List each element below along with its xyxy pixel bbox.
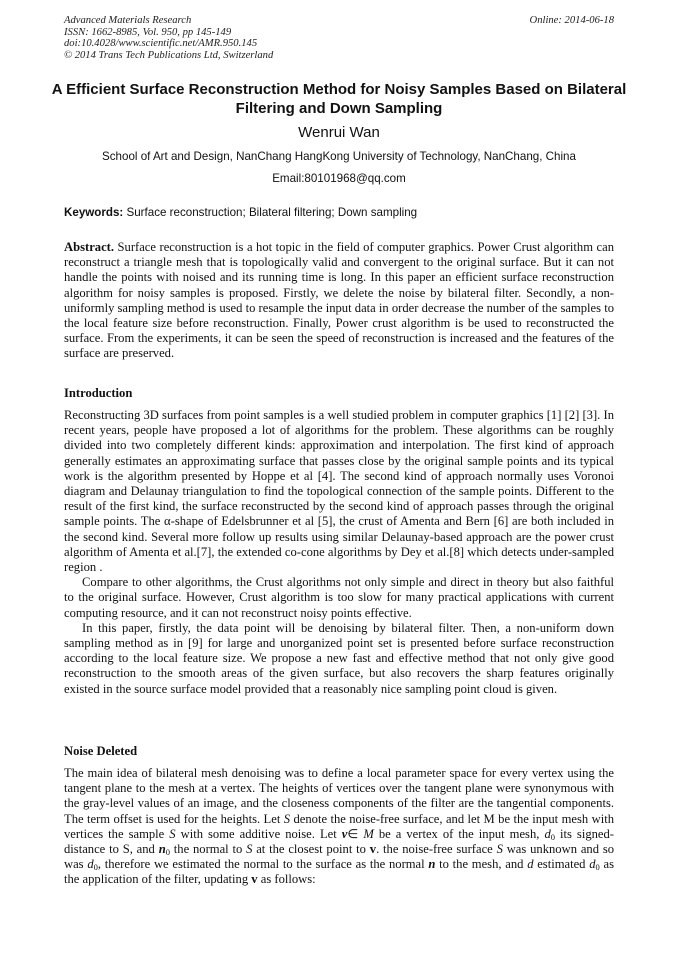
text-run: with some additive noise. Let — [175, 826, 342, 841]
affiliation: School of Art and Design, NanChang HangKong University of Technology, NanChang, China — [102, 150, 576, 163]
abstract-text: Surface reconstruction is a hot topic in the field of computer graphics. Power Crust algorithm can reconstruct a triangle mesh that is topologically valid and convergent to the original surface. But it can not handle the points with noised and its running time is long. In this paper an efficient surface reconstruction algorithm for noisy samples is proposed. Firstly, we delete the noise by bilateral filter. Secondly, a non-uniformly sampling method is used to resample the input data in order decrease the number of the samples to the local feature size before reconstruction. Finally, Power crust algorithm is be used to reconstructed the surface. From the experiments, it can be seen the speed of reconstruction is increased and the features of the surface are preserved. — [64, 240, 614, 361]
text-run: to the mesh, and — [435, 857, 528, 872]
math-n: n — [158, 842, 166, 857]
text-run: at the closest point to — [252, 842, 370, 857]
issn-line: ISSN: 1662-8985, Vol. 950, pp 145-149 — [64, 26, 232, 38]
text-run: was unknown and so was — [64, 842, 615, 872]
math-n: n — [428, 857, 436, 872]
text-run: , therefore we estimated the normal to the surface as the normal — [97, 857, 429, 872]
introduction-heading: Introduction — [64, 386, 133, 400]
journal-header — [64, 15, 273, 62]
noise-deleted-heading: Noise Deleted — [64, 744, 138, 758]
text-run: The main idea of bilateral mesh denoising was to define a local parameter space for every vertex using the tangent plane to the mesh at a vertex. The heights of vertices over the tangent plane were synonymous with the gray-level values of an image, and the closeness components of the filter are the tangential components. The term offset is used for the heights. Let — [64, 766, 614, 826]
math-d: d — [87, 857, 94, 872]
journal-name: Advanced Materials Research — [64, 15, 192, 26]
math-d: d — [544, 826, 551, 841]
abstract — [64, 240, 614, 362]
text-run: be a vertex of the input mesh, — [373, 826, 545, 841]
math-subscript: 0 — [165, 847, 170, 858]
noise-paragraph — [64, 766, 614, 888]
intro-paragraph-1: Reconstructing 3D surfaces from point samples is a well studied problem in computer graphics [1] [2] [3]. In recent years, people have proposed a lot of algorithms for the problem. These algorithms can be roughly divided into two completely different kinds: approximation and interpolation. The first kind of approach generally estimates an approximating surface that passes close by the original sample points and its typical work is the algorithm presented by Hoppe et al [4]. The second kind of approach normally uses Voronoi diagram and Delaunay triangulation to find the topological connection of the sample points. Different to the result of the first kind, the surface reconstructed by the second kind of approach passes through the original sample points. The α-shape of Edelsbrunner et al [5], the crust of Amenta and Bern [6] are both included in the second kind. Several more follow up results using similar Delaunay-based approach are the power crust algorithm of Amenta et al.[7], the extended co-cone algorithms by Dey et al.[8] which detects under-sampled region . — [64, 408, 614, 575]
keywords — [64, 206, 624, 220]
math-element-of: ∈ — [347, 826, 364, 841]
online-date: Online: 2014-06-18 — [529, 15, 614, 26]
doi-line: doi:10.4028/www.scientific.net/AMR.950.145 — [64, 38, 258, 50]
math-S: S — [246, 842, 253, 857]
text-run: . the noise-free surface — [376, 842, 497, 857]
intro-paragraph-3: In this paper, firstly, the data point will be denoising by bilateral filter. Then, a non-uniform down sampling method as in [9] for large and unorganized point set is presented before surface reconstruction according to the local feature size. We propose a new fast and effective method that not only give good reconstruction to the smooth areas of the given surface, but also recovers the sharp features originally existed in the source surface model provided that a reasonably nice sampling point cloud is given. — [64, 620, 614, 696]
math-subscript: 0 — [93, 862, 98, 873]
text-run: its signed-distance to S, and — [64, 826, 614, 857]
math-d: d — [527, 857, 534, 872]
introduction-section — [64, 408, 614, 697]
math-subscript: 0 — [595, 862, 600, 873]
noise-deleted-section — [64, 766, 614, 888]
keywords-text: Surface reconstruction; Bilateral filtering; Down sampling — [123, 206, 418, 219]
math-S: S — [169, 826, 176, 841]
text-run: denote the noise-free surface, and let M be the input mesh with vertices the sample — [64, 811, 614, 841]
author-name: Wenrui Wan — [298, 124, 380, 141]
text-run: the normal to — [169, 842, 247, 857]
math-M: M — [363, 826, 374, 841]
text-run: as the application of the filter, updating — [64, 857, 614, 887]
math-v: v — [341, 826, 348, 841]
math-S: S — [283, 811, 291, 826]
abstract-label: Abstract. — [64, 240, 115, 254]
math-v: v — [251, 872, 258, 887]
math-S: S — [496, 842, 503, 857]
paper-title: A Efficient Surface Reconstruction Method for Noisy Samples Based on Bilateral Filtering and Down Sampling — [51, 81, 627, 117]
text-run: estimated — [533, 857, 590, 872]
author-email: Email:80101968@qq.com — [272, 172, 406, 185]
keywords-label: Keywords: — [64, 206, 124, 219]
math-d: d — [589, 857, 596, 872]
math-v: v — [369, 842, 377, 857]
math-subscript: 0 — [550, 831, 555, 842]
text-run: as follows: — [257, 872, 316, 887]
intro-paragraph-2: Compare to other algorithms, the Crust algorithms not only simple and direct in theory but also faithful to the original surface. However, Crust algorithm is too slow for many practical applications with current computing resource, and it can not reconstruct noisy points effective. — [64, 575, 614, 620]
copyright-line: © 2014 Trans Tech Publications Ltd, Switzerland — [64, 50, 274, 62]
